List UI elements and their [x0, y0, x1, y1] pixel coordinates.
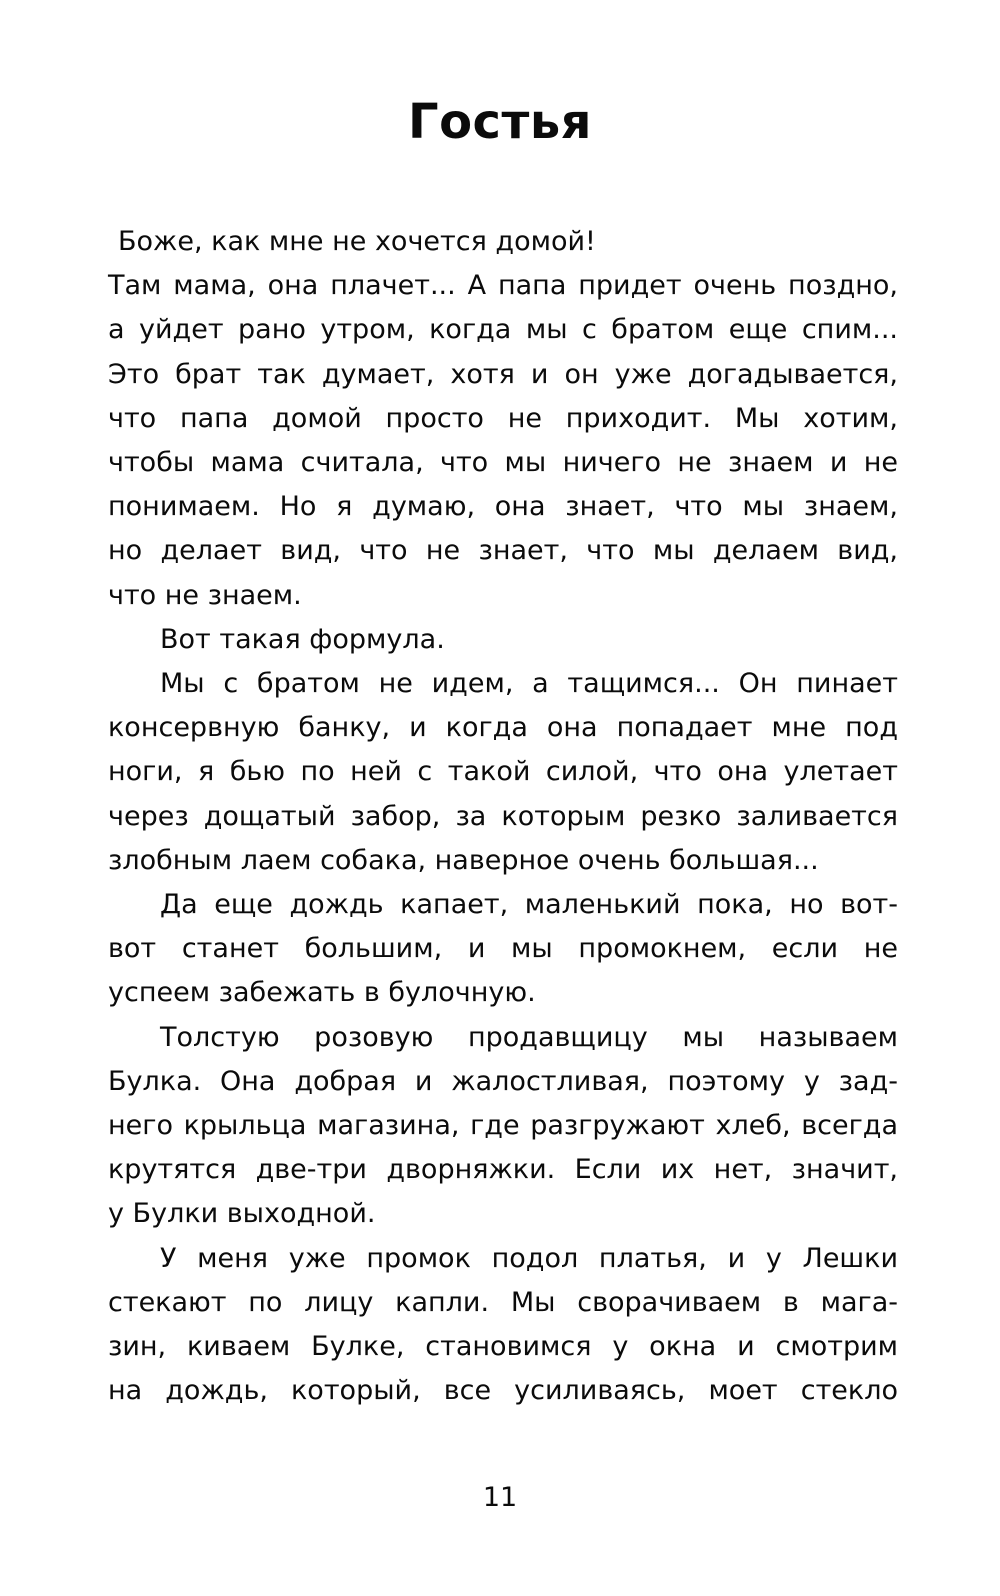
text-line: злобным лаем собака, наверное очень большая...: [108, 844, 819, 876]
text-line: у Булки выходной.: [108, 1198, 376, 1230]
body-text: [108, 220, 898, 1413]
text-line: понимаем. Но я думаю, она знает, что мы знаем,: [108, 491, 898, 523]
text-line: зин, киваем Булке, становимся у окна и смотрим: [108, 1331, 898, 1363]
text-line: на дождь, который, все усиливаясь, моет стекло: [108, 1375, 898, 1407]
text-line: У меня уже промок подол платья, и у Лешки: [160, 1242, 898, 1274]
text-line: чтобы мама считала, что мы ничего не знаем и не: [108, 447, 898, 479]
text-line: крутятся две-три дворняжки. Если их нет, значит,: [108, 1154, 898, 1186]
text-line: вот станет большим, и мы промокнем, если не: [108, 933, 898, 965]
text-line: Толстую розовую продавщицу мы называем: [160, 1021, 898, 1053]
text-line: Там мама, она плачет... А папа придет очень поздно,: [108, 270, 898, 302]
text-line: ноги, я бью по ней с такой силой, что она улетает: [108, 756, 898, 788]
text-line: стекают по лицу капли. Мы сворачиваем в мага-: [108, 1286, 898, 1318]
text-line: Боже, как мне не хочется домой!: [118, 226, 596, 257]
text-line: Булка. Она добрая и жалостливая, поэтому у зад-: [108, 1065, 898, 1097]
text-line: консервную банку, и когда она попадает мне под: [108, 712, 898, 744]
text-line: Это брат так думает, хотя и он уже догадывается,: [108, 358, 898, 390]
text-line: через дощатый забор, за которым резко заливается: [108, 800, 898, 832]
text-line: Да еще дождь капает, маленький пока, но вот-: [160, 889, 898, 921]
text-line: что не знаем.: [108, 579, 302, 611]
text-line: Вот такая формула.: [160, 623, 445, 655]
text-line: него крыльца магазина, где разгружают хлеб, всегда: [108, 1110, 898, 1142]
chapter-title: Гостья: [407, 94, 592, 151]
page-number: 11: [482, 1482, 518, 1513]
text-line: Мы с братом не идем, а тащимся... Он пинает: [160, 668, 898, 700]
text-line: успеем забежать в булочную.: [108, 977, 536, 1009]
text-line: что папа домой просто не приходит. Мы хотим,: [108, 402, 898, 434]
text-line: но делает вид, что не знает, что мы делаем вид,: [108, 535, 898, 567]
text-line: а уйдет рано утром, когда мы с братом еще спим...: [108, 314, 898, 346]
